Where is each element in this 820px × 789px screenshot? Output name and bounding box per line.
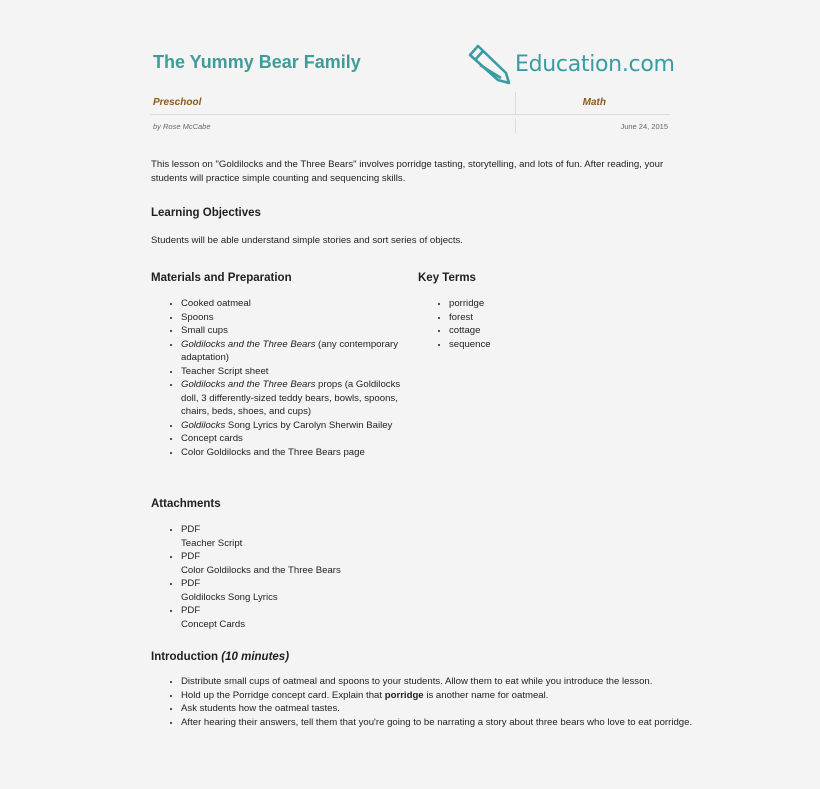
material-text: props (a Goldilocks doll, 3 differently-sized teddy bears, bowls, spoons, chairs, beds, shoes, and cups) <box>181 379 401 417</box>
materials-item <box>181 419 413 433</box>
date-label: June 24, 2015 <box>620 122 668 131</box>
step-term: porridge <box>384 689 424 701</box>
material-text: (any contemporary adaptation) <box>181 338 399 363</box>
lesson-title: The Yummy Bear Family <box>153 52 361 72</box>
materials-item <box>181 297 413 311</box>
materials-list <box>151 297 413 459</box>
meta-divider <box>515 119 516 133</box>
logo-text: Education.com <box>515 51 675 77</box>
key-terms-list <box>419 297 649 351</box>
objectives-text: Students will be able understand simple stories and sort series of objects. <box>151 235 463 246</box>
lesson-summary: This lesson on "Goldilocks and the Three Bears" involves porridge tasting, storytelling, and lots of fun. After reading, your students will practice simple counting and sequencing skills. <box>151 159 664 184</box>
key-terms-heading: Key Terms <box>418 272 476 284</box>
introduction-step <box>181 702 703 716</box>
material-text: Spoons <box>181 311 214 323</box>
material-title: Goldilocks <box>181 419 226 431</box>
materials-item <box>181 378 413 419</box>
materials-item <box>181 311 413 325</box>
step-text: Ask students how the oatmeal tastes. <box>181 703 340 714</box>
materials-item <box>181 365 413 379</box>
key-term-item: • porridge <box>449 297 649 311</box>
attachments-heading: Attachments <box>151 498 221 510</box>
step-text: Distribute small cups of oatmeal and spoons to your students. Allow them to eat while you introduce the lesson. <box>181 676 653 687</box>
attachment-type: PDF <box>181 605 201 616</box>
material-title: Goldilocks and the Three Bears <box>181 338 316 350</box>
grade-subject-row <box>150 92 670 115</box>
step-text: is another name for oatmeal. <box>423 689 549 701</box>
step-text: After hearing their answers, tell them that you're going to be narrating a story about three bears who love to eat porridge. <box>181 716 693 728</box>
materials-item <box>181 324 413 338</box>
material-text: Teacher Script sheet <box>181 365 269 377</box>
page-cutoff <box>0 748 820 789</box>
attachment-type: PDF <box>181 578 201 589</box>
introduction-step <box>181 689 703 703</box>
materials-heading: Materials and Preparation <box>151 272 292 284</box>
attachment-item[interactable] <box>181 523 481 550</box>
attachment-type: PDF <box>181 551 201 562</box>
introduction-step <box>181 675 703 689</box>
pencil-logo-icon <box>466 43 512 85</box>
introduction-heading <box>151 651 289 663</box>
meta-divider <box>515 92 516 114</box>
attachment-link: Teacher Script <box>181 537 243 549</box>
introduction-step <box>181 716 703 730</box>
attachment-item[interactable] <box>181 604 481 631</box>
material-text: Song Lyrics by Carolyn Sherwin Bailey <box>225 419 393 431</box>
author-date-row <box>150 119 670 133</box>
author-label: by Rose McCabe <box>153 122 211 131</box>
materials-item <box>181 432 413 446</box>
key-term-item: • forest <box>449 311 649 325</box>
grade-label: Preschool <box>153 97 202 108</box>
attachment-type: PDF <box>181 524 201 535</box>
materials-item <box>181 446 413 460</box>
material-text: Color Goldilocks and the Three Bears page <box>181 446 365 458</box>
subject-label: Math <box>582 97 606 108</box>
introduction-steps <box>151 675 703 729</box>
materials-item <box>181 338 413 365</box>
attachment-link: Concept Cards <box>181 618 245 630</box>
material-title: Goldilocks and the Three Bears <box>181 379 316 390</box>
material-text: Concept cards <box>181 433 243 444</box>
attachment-link: Color Goldilocks and the Three Bears <box>181 564 341 576</box>
education-logo[interactable] <box>466 42 675 86</box>
step-text: Hold up the Porridge concept card. Explain that <box>181 689 385 701</box>
material-text: Cooked oatmeal <box>181 298 251 309</box>
objectives-heading: Learning Objectives <box>151 207 261 219</box>
attachment-link: Goldilocks Song Lyrics <box>181 591 278 603</box>
key-term-item: • sequence <box>449 338 649 352</box>
attachment-item[interactable] <box>181 550 481 577</box>
introduction-heading-text: Introduction <box>151 651 219 663</box>
attachments-list <box>151 523 481 631</box>
material-text: Small cups <box>181 325 228 336</box>
attachment-item[interactable] <box>181 577 481 604</box>
key-term-item: • cottage <box>449 324 649 338</box>
introduction-duration: (10 minutes) <box>221 651 290 663</box>
